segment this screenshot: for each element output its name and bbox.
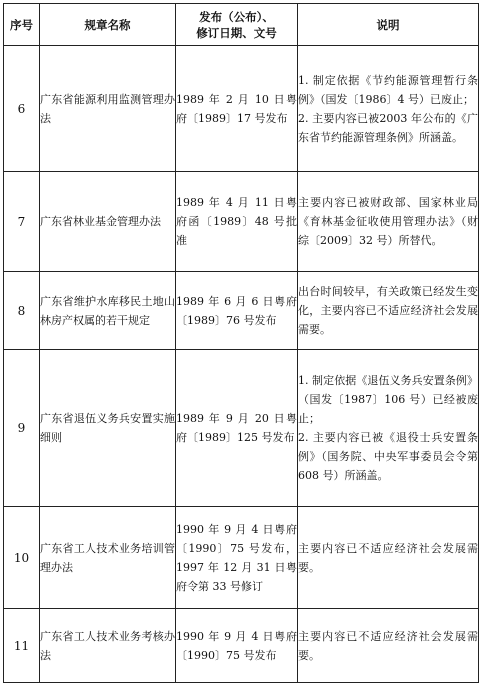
row-no: 8 xyxy=(4,272,40,350)
row-name: 广东省维护水库移民土地山林房产权属的若干规定 xyxy=(40,272,176,350)
header-date xyxy=(176,4,298,46)
row-name: 广东省工人技术业务培训管理办法 xyxy=(40,507,176,609)
note-item: 2. 主要内容已被《退役士兵安置条例》（国务院、中央军事委员会令第 608 号）所涵盖。 xyxy=(298,431,478,482)
header-date-line2: 修订日期、文号 xyxy=(196,25,277,40)
row-name: 广东省林业基金管理办法 xyxy=(40,172,176,272)
row-date: 1989 年 2 月 10 日粤府〔1989〕17 号发布 xyxy=(176,46,298,172)
row-note xyxy=(298,172,479,272)
note-item: 2. 主要内容已被2003 年公布的《广东省节约能源管理条例》所涵盖。 xyxy=(298,111,478,144)
header-name: 规章名称 xyxy=(40,4,176,46)
table-row xyxy=(4,507,479,609)
row-note xyxy=(298,350,479,507)
row-name: 广东省能源利用监测管理办法 xyxy=(40,46,176,172)
table-row xyxy=(4,46,479,172)
table-row xyxy=(4,272,479,350)
note-item: 主要内容已被财政部、国家林业局《育林基金征收使用管理办法》（财综〔2009〕32 号）所替代。 xyxy=(298,196,478,247)
row-date: 1989 年 4 月 11 日粤府函〔1989〕48 号批准 xyxy=(176,172,298,272)
row-no: 7 xyxy=(4,172,40,272)
note-item: 出台时间较早，有关政策已经发生变化，主要内容已不适应经济社会发展需要。 xyxy=(298,285,478,336)
header-no: 序号 xyxy=(4,4,40,46)
row-note xyxy=(298,46,479,172)
row-name: 广东省退伍义务兵安置实施细则 xyxy=(40,350,176,507)
regulations-table xyxy=(3,3,479,683)
row-name: 广东省工人技术业务考核办法 xyxy=(40,609,176,683)
note-item: 1. 制定依据《节约能源管理暂行条例》（国发〔1986〕4 号）已废止； xyxy=(298,73,478,106)
header-note: 说明 xyxy=(298,4,479,46)
row-no: 10 xyxy=(4,507,40,609)
row-note xyxy=(298,507,479,609)
row-note xyxy=(298,272,479,350)
note-item: 主要内容已不适应经济社会发展需要。 xyxy=(298,629,478,662)
row-date: 1989 年 9 月 20 日粤府〔1989〕125 号发布 xyxy=(176,350,298,507)
row-no: 9 xyxy=(4,350,40,507)
row-no: 6 xyxy=(4,46,40,172)
row-no: 11 xyxy=(4,609,40,683)
note-item: 1. 制定依据《退伍义务兵安置条例》（国发〔1987〕106 号）已经被废止； xyxy=(298,374,478,425)
table-row xyxy=(4,350,479,507)
note-item: 主要内容已不适应经济社会发展需要。 xyxy=(298,541,478,574)
row-date: 1990 年 9 月 4 日粤府〔1990〕75 号发布 xyxy=(176,609,298,683)
row-date: 1990 年 9 月 4 日粤府〔1990〕75 号发布，1997 年 12 月 31 日粤府令第 33 号修订 xyxy=(176,507,298,609)
table-row xyxy=(4,172,479,272)
table-row xyxy=(4,609,479,683)
row-date: 1989 年 6 月 6 日粤府〔1989〕76 号发布 xyxy=(176,272,298,350)
row-note xyxy=(298,609,479,683)
header-date-line1: 发布（公布）、 xyxy=(199,9,274,24)
table-header-row xyxy=(4,4,479,46)
